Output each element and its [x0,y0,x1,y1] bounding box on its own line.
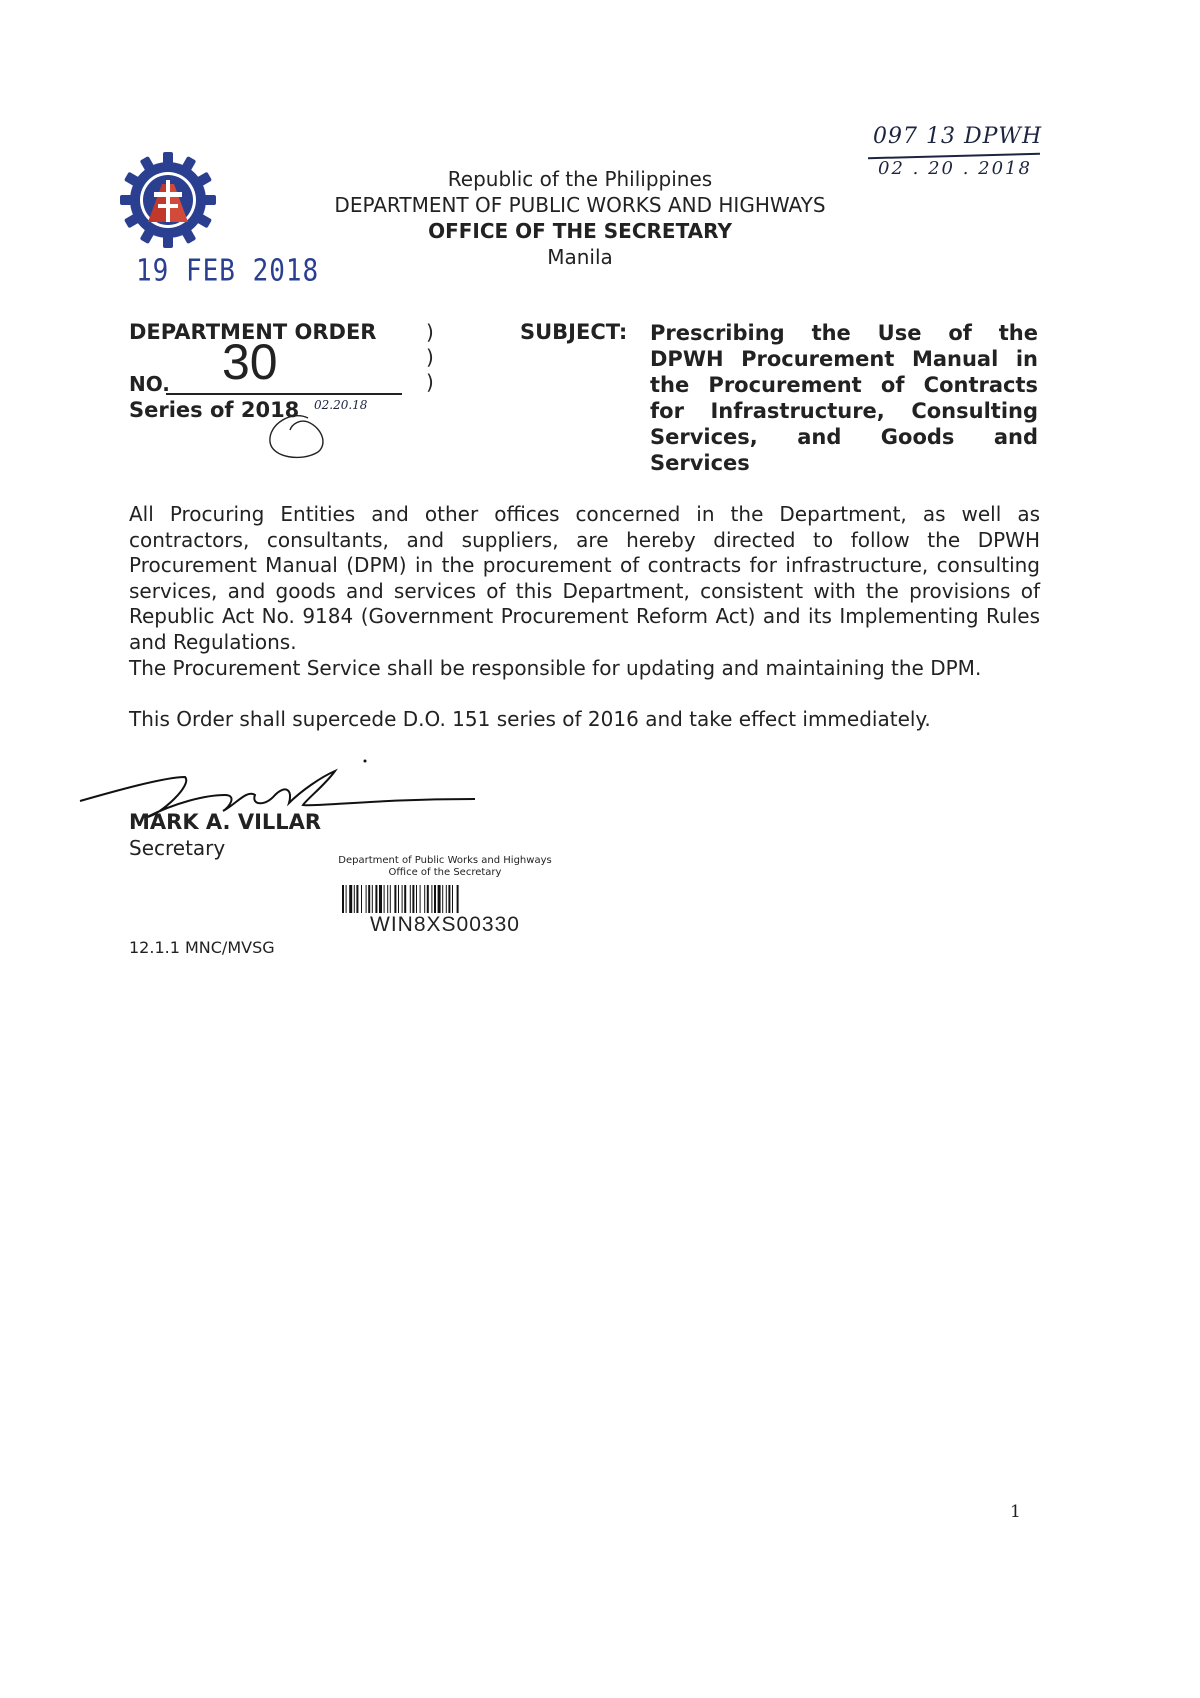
body-paragraph-2: The Procurement Service shall be responsible for updating and maintaining the DPM. [129,656,982,680]
barcode-office: Office of the Secretary [388,867,502,878]
circle-mark [262,412,332,468]
paren-1: ) [426,320,434,344]
series-handwritten-date: 02.20.18 [314,398,368,412]
signatory-title: Secretary [129,836,226,860]
letterhead-department: DEPARTMENT OF PUBLIC WORKS AND HIGHWAYS [334,193,826,217]
subject-label: SUBJECT: [520,320,628,344]
body-paragraph-3: This Order shall supercede D.O. 151 series of 2016 and take effect immediately. [129,707,931,731]
barcode-block [330,855,560,937]
letterhead-country: Republic of the Philippines [447,167,713,191]
barcode-department: Department of Public Works and Highways [338,855,552,866]
order-number-value: 30 [222,334,278,390]
series-label: Series of 2018 [129,398,300,422]
reference-code: 12.1.1 MNC/MVSG [129,938,275,957]
date-stamp: 19 FEB 2018 [136,254,320,289]
department-order-label: DEPARTMENT ORDER [129,320,377,344]
dpwh-seal-icon [118,150,218,250]
letterhead-office: OFFICE OF THE SECRETARY [428,219,732,243]
order-number-line [166,393,402,395]
subject-text: Prescribing the Use of the DPWH Procurement Manual in the Procurement of Contracts for Infrastructure, Consulting Services, and Goods and Services [650,321,1038,475]
signatory-name: MARK A. VILLAR [129,810,322,834]
body-paragraph-1: All Procuring Entities and other offices concerned in the Department, as well as contractors, consultants, and suppliers, are hereby directed to follow the DPWH Procurement Manual (DPM) in the procurement of contracts for infrastructure, consulting services, and goods and services of this Department, consistent with the provisions of Republic Act No. 9184 (Government Procurement Reform Act) and its Implementing Rules and Regulations. [129,502,1040,654]
barcode-code: WIN8XS00330 [370,913,520,936]
letterhead [330,166,830,270]
paren-2: ) [426,345,434,369]
order-number-label: NO. [129,372,170,396]
barcode-icon [340,885,550,913]
handwritten-note-line1: 097 13 DPWH [873,124,1043,149]
paren-3: ) [426,370,434,394]
page-number: 1 [1010,1502,1021,1522]
handwritten-note-line2: 02 . 20 . 2018 [878,158,1032,179]
letterhead-city: Manila [547,245,613,269]
